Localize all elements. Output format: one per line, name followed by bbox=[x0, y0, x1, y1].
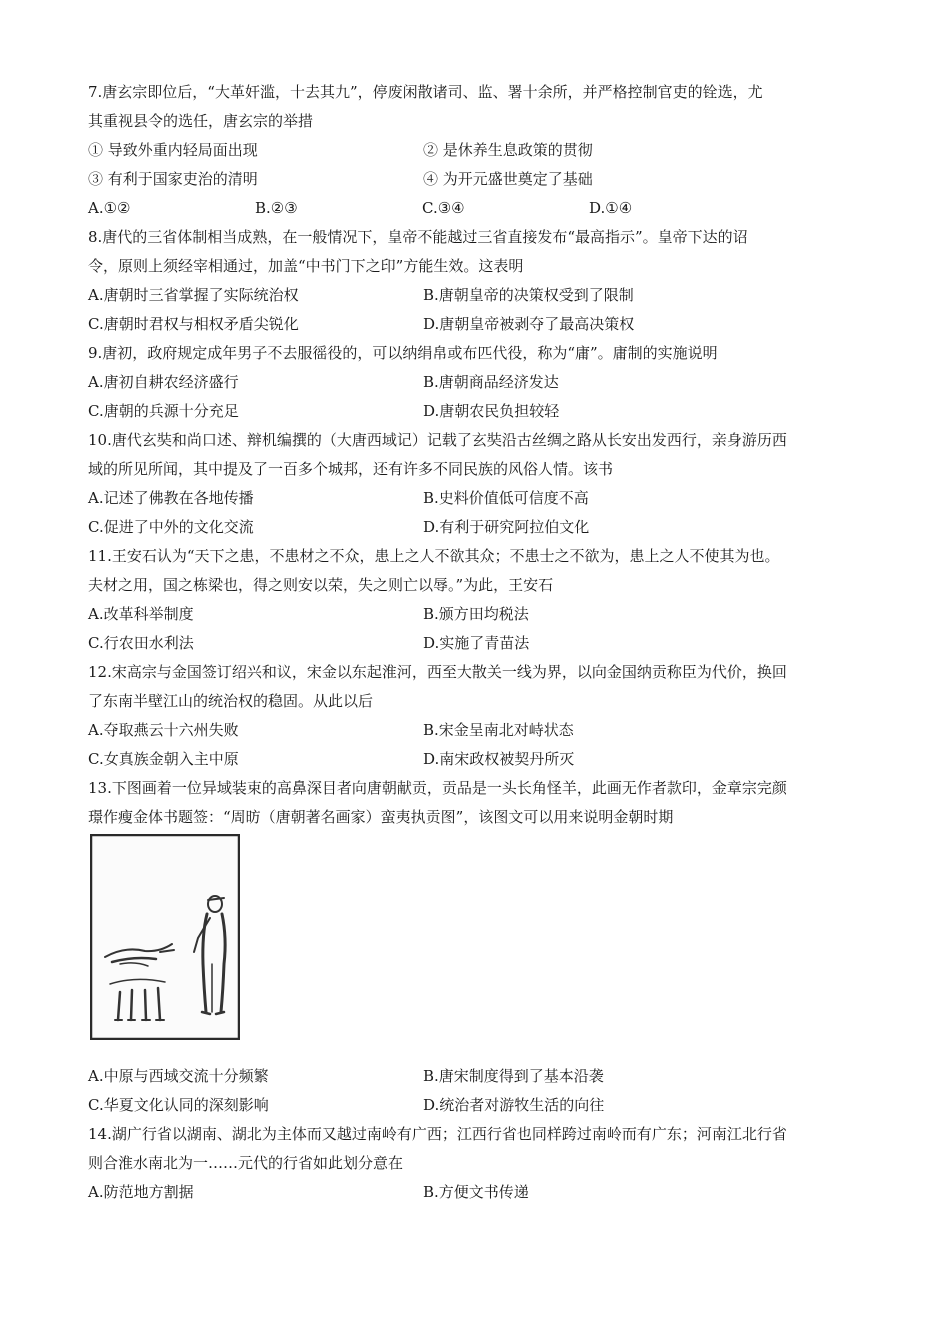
question-14-option-a: A.防范地方割据 bbox=[88, 1183, 194, 1201]
question-14-stem-line-2: 则合淮水南北为一……元代的行省如此划分意在 bbox=[88, 1154, 404, 1172]
question-8-stem-line-2: 令，原则上须经宰相通过，加盖“中书门下之印”方能生效。这表明 bbox=[88, 257, 524, 275]
question-7-stem-line-2: 其重视县令的选任，唐玄宗的举措 bbox=[88, 112, 314, 130]
question-11-stem-line-2: 夫材之用，国之栋梁也，得之则安以荣，失之则亡以辱。”为此，王安石 bbox=[88, 576, 554, 594]
question-11-option-c: C.行农田水利法 bbox=[88, 634, 194, 652]
question-10-option-d: D.有利于研究阿拉伯文化 bbox=[423, 518, 590, 536]
question-14 bbox=[88, 1120, 868, 1207]
question-10 bbox=[88, 426, 868, 542]
question-11-option-a: A.改革科举制度 bbox=[88, 605, 194, 623]
question-11 bbox=[88, 542, 868, 658]
question-8-option-a: A.唐朝时三省掌握了实际统治权 bbox=[88, 286, 299, 304]
question-8-stem-line-1: 8.唐代的三省体制相当成熟，在一般情况下，皇帝不能越过三省直接发布“最高指示”。皇帝下达的诏 bbox=[88, 228, 748, 246]
question-14-stem-line-1: 14.湖广行省以湖南、湖北为主体而又越过南岭有广西；江西行省也同样跨过南岭而有广东；河南江北行省 bbox=[88, 1125, 787, 1143]
question-7-stem-line-1: 7.唐玄宗即位后，“大革奸滥，十去其九”，停废闲散诸司、监、署十余所，并严格控制官吏的铨选，尤 bbox=[88, 83, 763, 101]
painting-frame bbox=[91, 835, 239, 1039]
question-12-option-b: B.宋金呈南北对峙状态 bbox=[423, 721, 574, 739]
question-9-option-c: C.唐朝的兵源十分充足 bbox=[88, 402, 239, 420]
question-9-option-d: D.唐朝农民负担较轻 bbox=[423, 402, 560, 420]
question-12-stem-line-2: 了东南半壁江山的统治权的稳固。从此以后 bbox=[88, 692, 374, 710]
question-9-option-a: A.唐初自耕农经济盛行 bbox=[88, 373, 239, 391]
question-10-stem-line-2: 域的所见所闻，其中提及了一百多个城邦，还有许多不同民族的风俗人情。该书 bbox=[88, 460, 614, 478]
question-9 bbox=[88, 339, 868, 426]
question-7 bbox=[88, 78, 868, 223]
question-12-stem-line-1: 12.宋高宗与金国签订绍兴和议，宋金以东起淮河，西至大散关一线为界，以向金国纳贡称臣为代价，换回 bbox=[88, 663, 787, 681]
question-10-option-a: A.记述了佛教在各地传播 bbox=[88, 489, 254, 507]
question-7-option-b: B.②③ bbox=[255, 199, 298, 217]
question-13-option-a: A.中原与西域交流十分频繁 bbox=[88, 1067, 269, 1085]
question-7-option-c: C.③④ bbox=[422, 199, 465, 217]
question-12-option-a: A.夺取燕云十六州失败 bbox=[88, 721, 239, 739]
question-12-option-c: C.女真族金朝入主中原 bbox=[88, 750, 239, 768]
question-13-stem-line-2: 璟作瘦金体书题签：“周昉（唐朝著名画家）蛮夷执贡图”，该图文可以用来说明金朝时期 bbox=[88, 808, 674, 826]
question-13-option-c: C.华夏文化认同的深刻影响 bbox=[88, 1096, 269, 1114]
question-13 bbox=[88, 774, 868, 1120]
question-7-option-a: A.①② bbox=[88, 199, 131, 217]
question-10-option-c: C.促进了中外的文化交流 bbox=[88, 518, 254, 536]
question-12-option-d: D.南宋政权被契丹所灭 bbox=[423, 750, 575, 768]
question-11-option-b: B.颁方田均税法 bbox=[423, 605, 529, 623]
question-11-option-d: D.实施了青苗法 bbox=[423, 634, 530, 652]
exam-page bbox=[88, 78, 868, 1207]
question-10-stem-line-1: 10.唐代玄奘和尚口述、辩机编撰的（大唐西域记）记载了玄奘沿古丝绸之路从长安出发西行，亲身游历西 bbox=[88, 431, 787, 449]
question-7-statement-2: ② 是休养生息政策的贯彻 bbox=[423, 141, 593, 159]
question-7-statement-4: ④ 为开元盛世奠定了基础 bbox=[423, 170, 593, 188]
question-13-option-b: B.唐宋制度得到了基本沿袭 bbox=[423, 1067, 604, 1085]
question-13-stem-line-1: 13.下图画着一位异域装束的高鼻深目者向唐朝献贡，贡品是一头长角怪羊，此画无作者款印，金章宗完颜 bbox=[88, 779, 787, 797]
question-7-option-d: D.①④ bbox=[589, 199, 633, 217]
question-8-option-d: D.唐朝皇帝被剥夺了最高决策权 bbox=[423, 315, 635, 333]
question-9-option-b: B.唐朝商品经济发达 bbox=[423, 373, 559, 391]
question-14-option-b: B.方便文书传递 bbox=[423, 1183, 529, 1201]
question-12 bbox=[88, 658, 868, 774]
question-7-statement-1: ① 导致外重内轻局面出现 bbox=[88, 141, 258, 159]
question-7-statement-3: ③ 有利于国家吏治的清明 bbox=[88, 170, 258, 188]
question-11-stem-line-1: 11.王安石认为“天下之患，不患材之不众，患上之人不欲其众；不患士之不欲为，患上之人不使其为也。 bbox=[88, 547, 780, 565]
question-10-option-b: B.史料价值低可信度不高 bbox=[423, 489, 589, 507]
question-8 bbox=[88, 223, 868, 339]
question-13-option-d: D.统治者对游牧生活的向往 bbox=[423, 1096, 605, 1114]
tribute-painting-image bbox=[90, 834, 240, 1040]
question-9-stem-line-1: 9.唐初，政府规定成年男子不去服徭役的，可以纳绢帛或布匹代役，称为“庸”。庸制的实施说明 bbox=[88, 344, 718, 362]
question-8-option-b: B.唐朝皇帝的决策权受到了限制 bbox=[423, 286, 634, 304]
tribute-painting-figure bbox=[90, 834, 240, 1040]
question-8-option-c: C.唐朝时君权与相权矛盾尖锐化 bbox=[88, 315, 299, 333]
